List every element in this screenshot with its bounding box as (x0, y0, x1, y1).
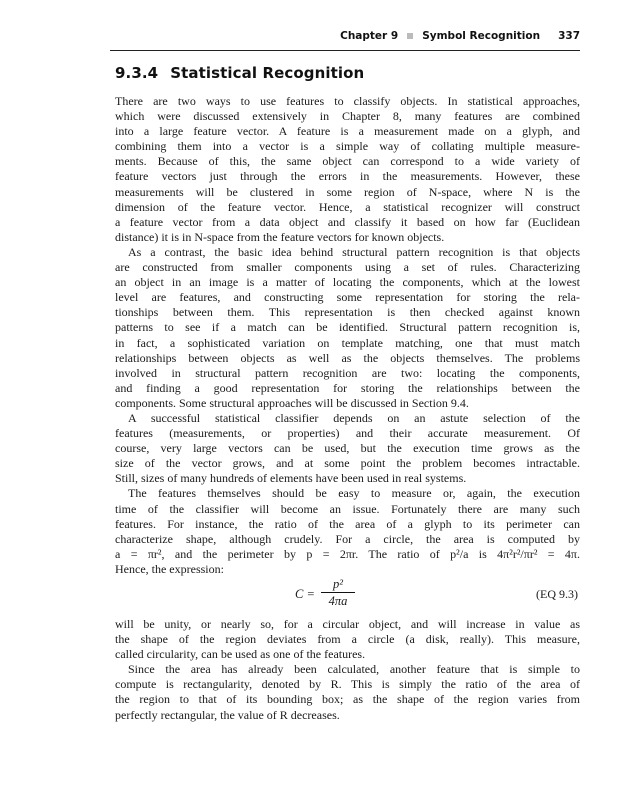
text-line: characterize shape, although crudely. For a circle, the area is computed by (115, 531, 580, 546)
fraction-bar (321, 592, 355, 593)
text-line: A successful statistical classifier depends on an astute selection of the (128, 410, 580, 425)
text-line: ments. Because of this, the same object can correspond to a wide variety of (115, 154, 580, 169)
text-line: into a large feature vector. A feature is a measurement made on a glyph, and (115, 124, 580, 139)
text-line: components. Some structural approaches will be discussed in Section 9.4. (115, 395, 469, 410)
text-line: and finding a good representation for storing the relationships between the (115, 380, 580, 395)
text-line: will be unity, or nearly so, for a circular object, and will increase in value as (115, 617, 580, 631)
text-line: tionships between them. This representation is then checked against known (115, 305, 580, 320)
text-line: feature vectors just through the errors in the measurements. However, these (115, 169, 580, 184)
running-head (340, 30, 580, 42)
text-line: an object in an image is a matter of locating the components, which at the lowest (115, 275, 580, 290)
text-line: level are features, and constructing some representation for storing the rela- (115, 290, 580, 305)
text-line: distance) it is in N-space from the feature vectors for known objects. (115, 229, 445, 244)
equation-9-3 (115, 577, 580, 617)
equation-numerator: p² (333, 577, 343, 591)
text-line: in fact, a sophisticated variation on template matching, one that must match (115, 335, 580, 350)
text-line: Hence, the expression: (115, 561, 224, 576)
text-line: Since the area has already been calculated, another feature that is simple to (128, 662, 580, 677)
section-title: Statistical Recognition (170, 64, 365, 82)
equation-lhs: C = (295, 587, 315, 601)
separator-square-icon (407, 33, 413, 39)
text-line: dimension of the feature vector. Hence, a statistical recognizer will construct (115, 199, 580, 214)
text-line: Still, sizes of many hundreds of elements have been used in real systems. (115, 471, 467, 486)
text-line: a feature vector from a data object and classify it based on how far (Euclidean (115, 214, 580, 229)
text-line: combining them into a vector is a simple way of collating multiple measure- (115, 139, 580, 154)
text-line: patterns to see if a match can be identified. Structural pattern recognition is, (115, 320, 580, 335)
section-heading (115, 64, 364, 82)
text-line: compute is rectangularity, denoted by R. This is simply the ratio of the area of (115, 677, 580, 692)
equation-label: (EQ 9.3) (536, 587, 578, 601)
text-line: measurements will be clustered in some region of N-space, where N is the (115, 184, 580, 199)
text-line: As a contrast, the basic idea behind structural pattern recognition is that objects (128, 244, 580, 259)
text-line: features (measurements, or properties) and their accurate measurement. Of (115, 426, 580, 441)
text-line: involved in structural pattern recognition are two: locating the components, (115, 365, 580, 380)
text-line: The features themselves should be easy to measure or, again, the execution (128, 486, 580, 501)
text-line: called circularity, can be used as one of the features. (115, 647, 366, 662)
page-number: 337 (558, 30, 580, 42)
body-text (115, 94, 580, 723)
chapter-label: Chapter 9 (340, 30, 399, 42)
text-line: are constructed from smaller components using a set of rules. Characterizing (115, 260, 580, 275)
text-line: There are two ways to use features to classify objects. In statistical approaches, (115, 94, 580, 108)
text-line: the shape of the region deviates from a circle (a disk, really). This measure, (115, 632, 580, 647)
equation-denominator: 4πa (328, 594, 348, 608)
text-line: the region to that of its bounding box; as the shape of the region varies from (115, 692, 580, 707)
text-line: relationships between objects as well as the objects themselves. The problems (115, 350, 580, 365)
text-line: size of the vector grows, and at some point the problem becomes intractable. (115, 456, 580, 471)
equation-fraction (321, 577, 355, 608)
text-line: time of the classifier will become an issue. Fortunately there are many such (115, 501, 580, 516)
text-line: a = πr², and the perimeter by p = 2πr. The ratio of p²/a is 4π²r²/πr² = 4π. (115, 546, 580, 561)
header-rule (110, 50, 580, 51)
text-line: perfectly rectangular, the value of R decreases. (115, 707, 340, 722)
text-line: features. For instance, the ratio of the area of a glyph to its perimeter can (115, 516, 580, 531)
chapter-title: Symbol Recognition (422, 30, 541, 42)
section-number: 9.3.4 (115, 64, 159, 82)
text-line: which were discussed extensively in Chapter 8, many features are combined (115, 109, 580, 124)
text-line: course, very large vectors can be used, but the execution time grows as the (115, 441, 580, 456)
